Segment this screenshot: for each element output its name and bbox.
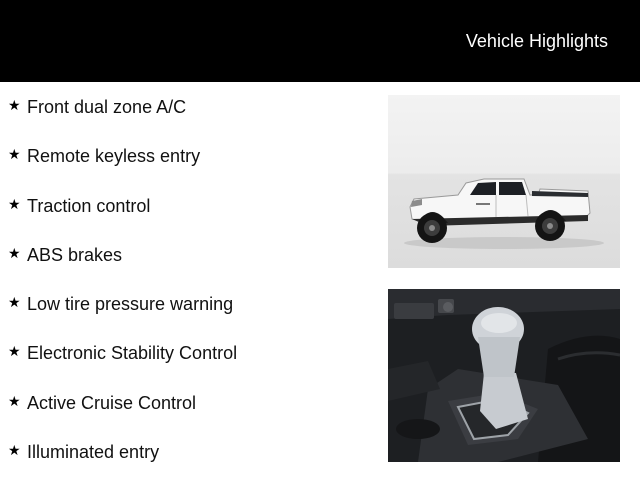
feature-label: Front dual zone A/C [27, 97, 187, 117]
star-icon: ★ [8, 147, 21, 164]
feature-item [8, 293, 237, 342]
star-icon: ★ [8, 295, 21, 312]
feature-item [8, 195, 237, 244]
feature-list [8, 96, 237, 480]
feature-item [8, 441, 237, 480]
feature-item [8, 342, 237, 391]
star-icon: ★ [8, 98, 21, 114]
feature-label: ABS brakes [27, 244, 123, 265]
feature-label: Remote keyless entry [27, 146, 201, 167]
feature-label: Electronic Stability Control [27, 343, 238, 364]
star-icon: ★ [8, 393, 21, 410]
feature-item [8, 392, 237, 441]
feature-item [8, 96, 237, 145]
white-pickup-truck-photo [388, 95, 620, 268]
feature-item [8, 244, 237, 293]
feature-label: Illuminated entry [27, 442, 160, 463]
star-icon: ★ [8, 443, 21, 460]
feature-label: Low tire pressure warning [27, 294, 234, 315]
shifter-illustration [388, 289, 620, 462]
feature-label: Traction control [27, 195, 151, 216]
feature-label: Active Cruise Control [27, 392, 197, 413]
page-title: Vehicle Highlights [465, 31, 608, 51]
gear-shifter-photo [388, 289, 620, 462]
star-icon: ★ [8, 245, 21, 262]
star-icon: ★ [8, 344, 21, 361]
feature-item [8, 145, 237, 194]
header-bar [0, 0, 640, 82]
star-icon: ★ [8, 196, 21, 213]
truck-illustration [388, 95, 620, 268]
